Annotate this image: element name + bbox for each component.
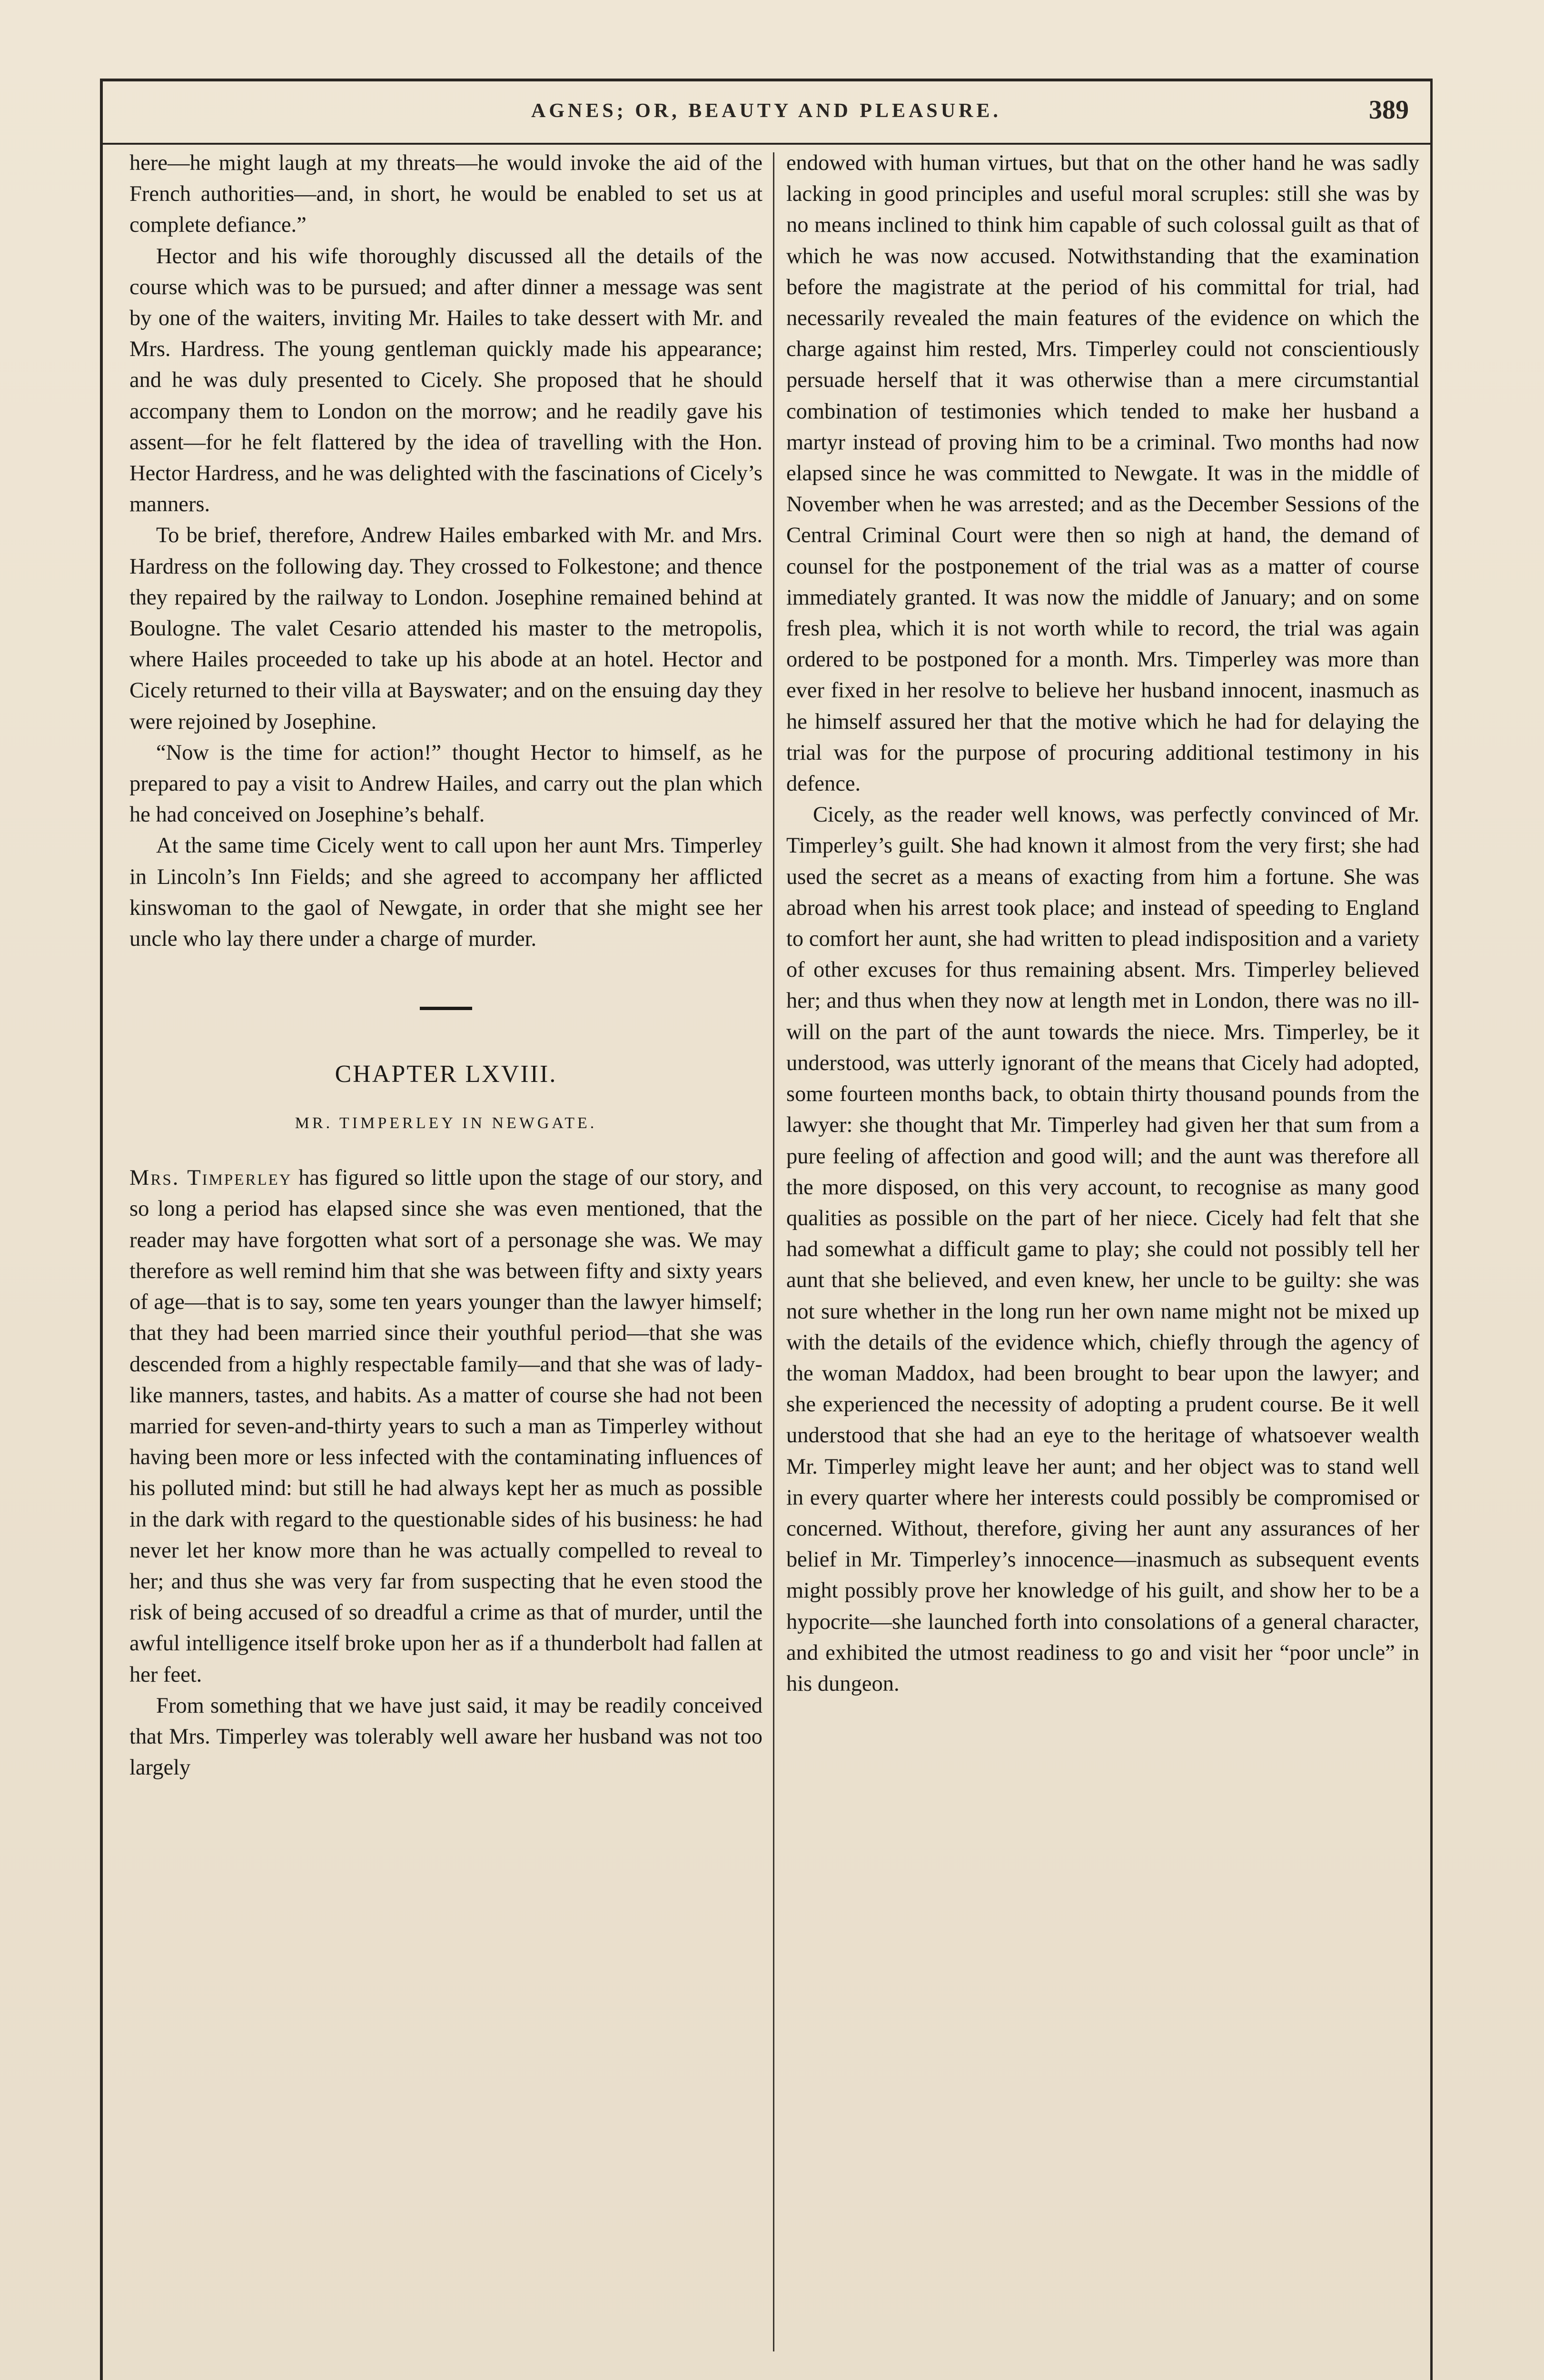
body-paragraph: Hector and his wife thoroughly discussed all the details of the course which was to be pursued; and after dinner a message was sent by one of the waiters, inviting Mr. Hailes to take dessert with Mr. and Mrs. Hardress. The young gentleman quickly made his appearance; and he was duly presented to Cicely. She proposed that he should accompany them to London on the morrow; and he readily gave his assent—for he felt flattered by the idea of travelling with the Hon. Hector Hardress, and he was delighted with the fascinations of Cicely’s manners. xyxy=(129,244,762,517)
page-number: 389 xyxy=(1369,95,1409,125)
header-rule xyxy=(100,143,1433,145)
body-paragraph: here—he might laugh at my threats—he would invoke the aid of the French authorities—and, in short, he would be enabled to set us at complete defiance.” xyxy=(129,151,762,238)
body-paragraph: At the same time Cicely went to call upon her aunt Mrs. Timperley in Lincoln’s Inn Fields; and she agreed to accompany her afflicted kinswoman to the gaol of Newgate, in order that she might see her uncle who lay there under a charge of murder. xyxy=(129,833,762,952)
chapter-opening-paragraph xyxy=(129,1162,762,1690)
body-paragraph: endowed with human virtues, but that on the other hand he was sadly lacking in good principles and useful moral scruples: still she was by no means inclined to think him capable of such colossal guilt as that of which he was now accused. Notwithstanding that the examination before the magistrate at the period of his committal for trial, had necessarily revealed the main features of the evidence on which the charge against him rested, Mrs. Timperley could not conscientiously persuade herself that it was otherwise than a mere circumstantial combination of testimonies which tended to make her husband a martyr instead of proving him to be a criminal. Two months had now elapsed since he was committed to Newgate. It was in the middle of November when he was arrested; and as the December Sessions of the Central Criminal Court were then so nigh at hand, the demand of counsel for the postponement of the trial was as a matter of course immediately granted. It was now the middle of January; and on some fresh plea, which it is not worth while to record, the trial was again ordered to be postponed for a month. Mrs. Timperley was more than ever fixed in her resolve to believe her husband innocent, inasmuch as he himself assured her that the motive which he had for delaying the trial was for the purpose of procuring additional testimony in his defence. xyxy=(786,151,1419,796)
body-paragraph: To be brief, therefore, Andrew Hailes embarked with Mr. and Mrs. Hardress on the following day. They crossed to Folkestone; and thence they repaired by the railway to London. Josephine remained behind at Boulogne. The valet Cesario attended his master to the metropolis, where Hailes proceeded to take up his abode at an hotel. Hector and Cicely returned to their villa at Bayswater; and on the ensuing day they were rejoined by Josephine. xyxy=(129,523,762,734)
chapter-block xyxy=(129,1007,762,1137)
chapter-opening-words: Mrs. Timperley xyxy=(129,1166,292,1190)
body-paragraph: Cicely, as the reader well knows, was perfectly convinced of Mr. Timperley’s guilt. She had known it almost from the very first; she had used the secret as a means of exacting from him a fortune. She was abroad when his arrest took place; and instead of speeding to England to comfort her aunt, she had written to plead indisposition and a variety of other excuses for thus remaining absent. Mrs. Timperley believed her; and thus when they now at length met in London, there was no ill-will on the part of the aunt towards the niece. Mrs. Timperley, be it understood, was utterly ignorant of the means that Cicely had adopted, some fourteen months back, to obtain thirty thousand pounds from the lawyer: she thought that Mr. Timperley had given her that sum from a pure feeling of affection and good will; and the aunt was therefore all the more disposed, on this very account, to recognise as many good qualities as possible on the part of her niece. Cicely had felt that she had somewhat a difficult game to play; she could not possibly tell her aunt that she believed, and even knew, her uncle to be guilty: she was not sure whether in the long run her own name might not be mixed up with the details of the evidence which, chiefly through the agency of the woman Maddox, had been brought to bear upon the lawyer; and she experienced the necessity of adopting a prudent course. Be it well understood that she had an eye to the heritage of whatsoever wealth Mr. Timperley might leave her aunt; and her object was to stand well in every quarter where her interests could possibly be compromised or concerned. Without, therefore, giving her aunt any assurances of her belief in Mr. Timperley’s innocence—inasmuch as subsequent events might possibly prove her knowledge of his guilt, and show her to be a hypocrite—she launched forth into consolations of a general character, and exhibited the utmost readiness to go and visit her “poor uncle” in his dungeon. xyxy=(786,803,1419,1696)
running-title: AGNES; OR, BEAUTY AND PLEASURE. xyxy=(531,100,1001,122)
chapter-opening-text: has figured so little upon the stage of our story, and so long a period has elapsed since she was even mentioned, that the reader may have forgotten what sort of a personage she was. We may therefore as well remind him that she was between fifty and sixty years of age—that is to say, some ten years younger than the lawyer himself; that they had been married since their youthful period—that she was descended from a highly respectable family—and that she was of lady-like manners, tastes, and habits. As a matter of course she had not been married for seven-and-thirty years to such a man as Timperley without having been more or less infected with the contaminating influences of his polluted mind: but still he had always kept her as much as possible in the dark with regard to the questionable sides of his business: he had never let her know more than he was actually compelled to reveal to her; and thus she was very far from suspecting that he even stood the risk of being accused of so dreadful a crime as that of murder, until the awful intelligence itself broke upon her as if a thunderbolt had fallen at her feet. xyxy=(129,1166,762,1687)
body-paragraph: “Now is the time for action!” thought Hector to himself, as he prepared to pay a visit to Andrew Hailes, and carry out the plan which he had conceived on Josephine’s behalf. xyxy=(129,740,762,827)
running-head xyxy=(100,88,1433,136)
chapter-heading: CHAPTER LXVIII. xyxy=(335,1061,557,1088)
body-paragraph: From something that we have just said, it may be readily conceived that Mrs. Timperley was tolerably well aware her husband was not too largely xyxy=(129,1693,762,1780)
chapter-subtitle: MR. TIMPERLEY IN NEWGATE. xyxy=(295,1114,597,1132)
chapter-separator-rule xyxy=(420,1007,472,1010)
column-divider xyxy=(773,152,774,2351)
left-column xyxy=(129,148,762,1783)
right-column xyxy=(786,148,1419,1699)
